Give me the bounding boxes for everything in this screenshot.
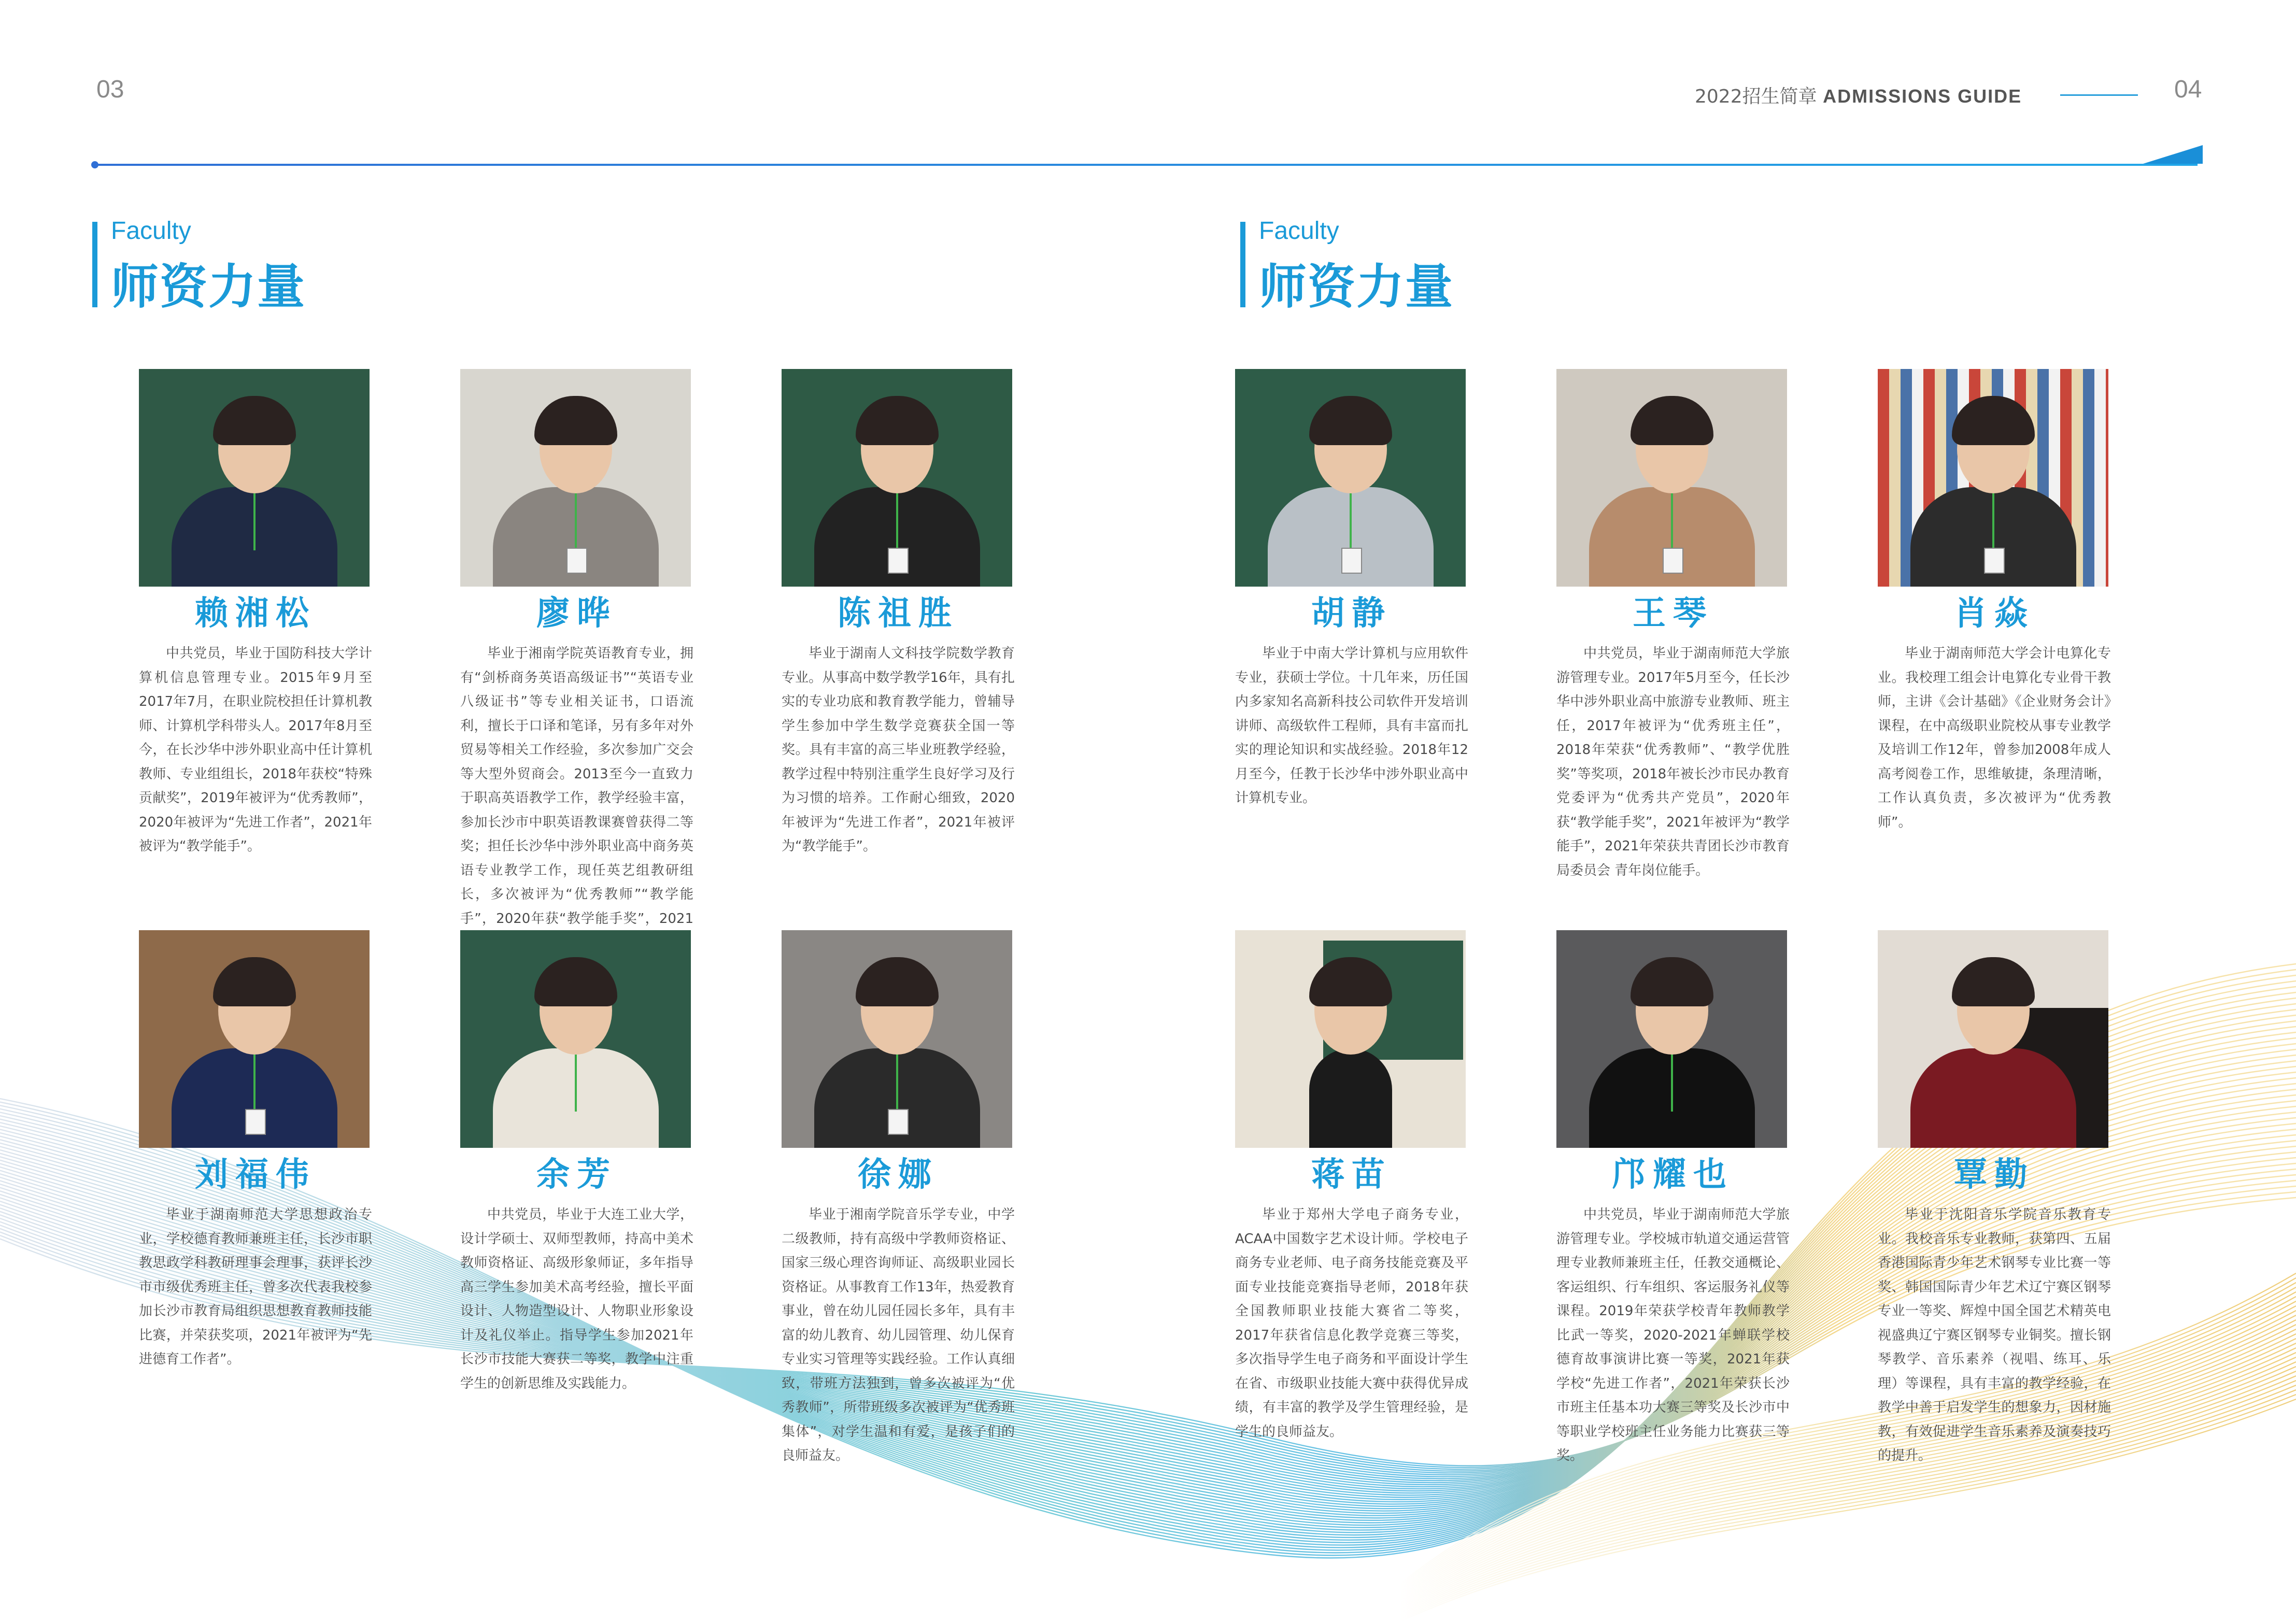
teacher-photo (460, 930, 691, 1148)
guide-zh: 2022招生简章 (1695, 86, 1817, 107)
teacher-name: 刘福伟 (195, 1155, 316, 1194)
header-divider (93, 164, 2198, 166)
teacher-description: 中共党员，毕业于国防科技大学计算机信息管理专业。2015年9月至2017年7月，在职业院校担任计算机教师、计算机学科带头人。2017年8月至今，在长沙华中涉外职业高中任计算机教师、专业组组长，2018年获校“特殊贡献奖”，2019年被评为“优秀教师”，2020年被评为“先进工作者”，2021年被评为“教学能手”。 (139, 646, 372, 854)
section-accent-bar (92, 222, 97, 307)
teacher-description: 中共党员，毕业于湖南师范大学旅游管理专业。学校城市轨道交通运营管理专业教师兼班主任，任教交通概论、客运组织、行车组织、客运服务礼仪等课程。2019年荣获学校青年教师教学比武一等奖，2020-2021年蝉联学校德育故事演讲比赛一等奖，2021年获学校“先进工作者”，2021年荣获长沙市班主任基本功大赛三等奖及长沙市中等职业学校班主任业务能力比赛获三等奖。 (1556, 1207, 1790, 1463)
teacher-description: 毕业于沈阳音乐学院音乐教育专业。我校音乐专业教师，获第四、五届香港国际青少年艺术钢琴专业比赛一等奖、韩国国际青少年艺术辽宁赛区钢琴专业一等奖、辉煌中国全国艺术精英电视盛典辽宁赛区钢琴专业铜奖。擅长钢琴教学、音乐素养（视唱、练耳、乐理）等课程，具有丰富的教学经验，在教学中善于启发学生的想象力，因材施教，有效促进学生音乐素养及演奏技巧的提升。 (1878, 1207, 2111, 1463)
teacher-card (782, 930, 1015, 1468)
teacher-name: 余芳 (536, 1155, 617, 1194)
teacher-photo (1878, 930, 2108, 1148)
teacher-photo (782, 369, 1012, 587)
teacher-name: 胡静 (1311, 594, 1392, 633)
teacher-photo (1235, 930, 1466, 1148)
left-page-number: 03 (96, 76, 124, 103)
admissions-guide-title (1695, 82, 2022, 108)
guide-underline (2060, 94, 2138, 96)
section-title-zh: 师资力量 (1259, 259, 1454, 315)
teacher-name: 赖湘松 (195, 594, 316, 633)
teacher-name: 王琴 (1633, 594, 1713, 633)
teacher-photo (139, 369, 370, 587)
teacher-card (460, 930, 693, 1396)
teacher-card (1556, 930, 1790, 1468)
right-page-number: 04 (2174, 76, 2202, 103)
teacher-name: 廖晔 (536, 594, 617, 633)
teacher-description: 中共党员，毕业于大连工业大学，设计学硕士、双师型教师，持高中美术教师资格证、高级形象师证，多年指导高三学生参加美术高考经验，擅长平面设计、人物造型设计、人物职业形象设计及礼仪举止。指导学生参加2021年长沙市技能大赛获二等奖，教学中注重学生的创新思维及实践能力。 (460, 1207, 693, 1391)
teacher-description: 毕业于湖南师范大学思想政治专业，学校德育教师兼班主任，长沙市职教思政学科教研理事会理事，获评长沙市市级优秀班主任，曾多次代表我校参加长沙市教育局组织思想教育教师技能比赛，并荣获奖项，2021年被评为“先进德育工作者”。 (139, 1207, 372, 1367)
teacher-card (782, 369, 1015, 859)
teacher-card (139, 930, 372, 1372)
teacher-photo (782, 930, 1012, 1148)
teacher-photo (1235, 369, 1466, 587)
teacher-name: 覃勤 (1954, 1155, 2035, 1194)
section-title-zh: 师资力量 (111, 259, 306, 315)
teacher-description: 中共党员，毕业于湖南师范大学旅游管理专业。2017年5月至今，任长沙华中涉外职业高中旅游专业教师、班主任，2017年被评为“优秀班主任”，2018年荣获“优秀教师”、“教学优胜奖”等奖项，2018年被长沙市民办教育党委评为“优秀共产党员”，2020年获“教学能手奖”，2021年被评为“教学能手”，2021年荣获共青团长沙市教育局委员会 青年岗位能手。 (1556, 646, 1790, 878)
section-accent-bar (1240, 222, 1245, 307)
teacher-photo (139, 930, 370, 1148)
header-divider-dot (91, 161, 98, 168)
teacher-name: 陈祖胜 (838, 594, 959, 633)
teacher-description: 毕业于湖南人文科技学院数学教育专业。从事高中数学教学16年，具有扎实的专业功底和教育教学能力，曾辅导学生参加中学生数学竞赛获全国一等奖。具有丰富的高三毕业班教学经验，教学过程中特别注重学生良好学习及行为习惯的培养。工作耐心细致，2020年被评为“先进工作者”，2021年被评为“教学能手”。 (782, 646, 1015, 854)
section-title-en: Faculty (111, 217, 191, 245)
teacher-name: 徐娜 (858, 1155, 939, 1194)
teacher-card (1556, 369, 1790, 883)
teacher-description: 毕业于湖南师范大学会计电算化专业。我校理工组会计电算化专业骨干教师，主讲《会计基础》《企业财务会计》课程，在中高级职业院校从事专业教学及培训工作12年，曾参加2008年成人高考阅卷工作，思维敏捷，条理清晰，工作认真负责，多次被评为“优秀教师”。 (1878, 646, 2111, 830)
teacher-name: 蒋苗 (1311, 1155, 1392, 1194)
teacher-name: 肖焱 (1954, 594, 2035, 633)
section-title-en: Faculty (1259, 217, 1339, 245)
teacher-card (1878, 930, 2111, 1468)
teacher-card (460, 369, 693, 955)
teacher-description: 毕业于湘南学院音乐学专业，中学二级教师，持有高级中学教师资格证、国家三级心理咨询师证、高级职业园长资格证。从事教育工作13年，热爱教育事业，曾在幼儿园任园长多年，具有丰富的幼儿教育、幼儿园管理、幼儿保育专业实习管理等实践经验。工作认真细致，带班方法独到，曾多次被评为“优秀教师”，所带班级多次被评为“优秀班集体”，对学生温和有爱，是孩子们的良师益友。 (782, 1207, 1015, 1463)
teacher-description: 毕业于中南大学计算机与应用软件专业，获硕士学位。十几年来，历任国内多家知名高新科技公司软件开发培训讲师、高级软件工程师，具有丰富而扎实的理论知识和实战经验。2018年12月至今，任教于长沙华中涉外职业高中计算机专业。 (1235, 646, 1468, 806)
teacher-photo (1556, 369, 1787, 587)
teacher-card (1235, 369, 1468, 810)
teacher-card (1235, 930, 1468, 1444)
guide-en: ADMISSIONS GUIDE (1823, 86, 2022, 107)
teacher-description: 毕业于郑州大学电子商务专业，ACAA中国数字艺术设计师。学校电子商务专业老师、电子商务技能竞赛及平面专业技能竞赛指导老师，2018年获全国教师职业技能大赛省二等奖，2017年获省信息化教学竞赛三等奖，多次指导学生电子商务和平面设计学生在省、市级职业技能大赛中获得优异成绩，有丰富的教学及学生管理经验，是学生的良师益友。 (1235, 1207, 1468, 1440)
corner-triangle (2143, 145, 2203, 164)
teacher-name: 邝耀也 (1612, 1155, 1734, 1194)
teacher-photo (460, 369, 691, 587)
teacher-card (1878, 369, 2111, 834)
teacher-card (139, 369, 372, 859)
teacher-photo (1556, 930, 1787, 1148)
teacher-photo (1878, 369, 2108, 587)
teacher-description: 毕业于湘南学院英语教育专业，拥有“剑桥商务英语高级证书”“英语专业八级证书”等专业相关证书，口语流利，擅长于口译和笔译，另有多年对外贸易等相关工作经验，多次参加广交会等大型外贸商会。2013至今一直致力于职高英语教学工作，教学经验丰富，参加长沙市中职英语教课赛曾获得二等奖；担任长沙华中涉外职业高中商务英语专业教学工作，现任英艺组教研组长，多次被评为“优秀教师”“教学能手”，2020年获“教学能手奖”，2021 (460, 646, 693, 927)
